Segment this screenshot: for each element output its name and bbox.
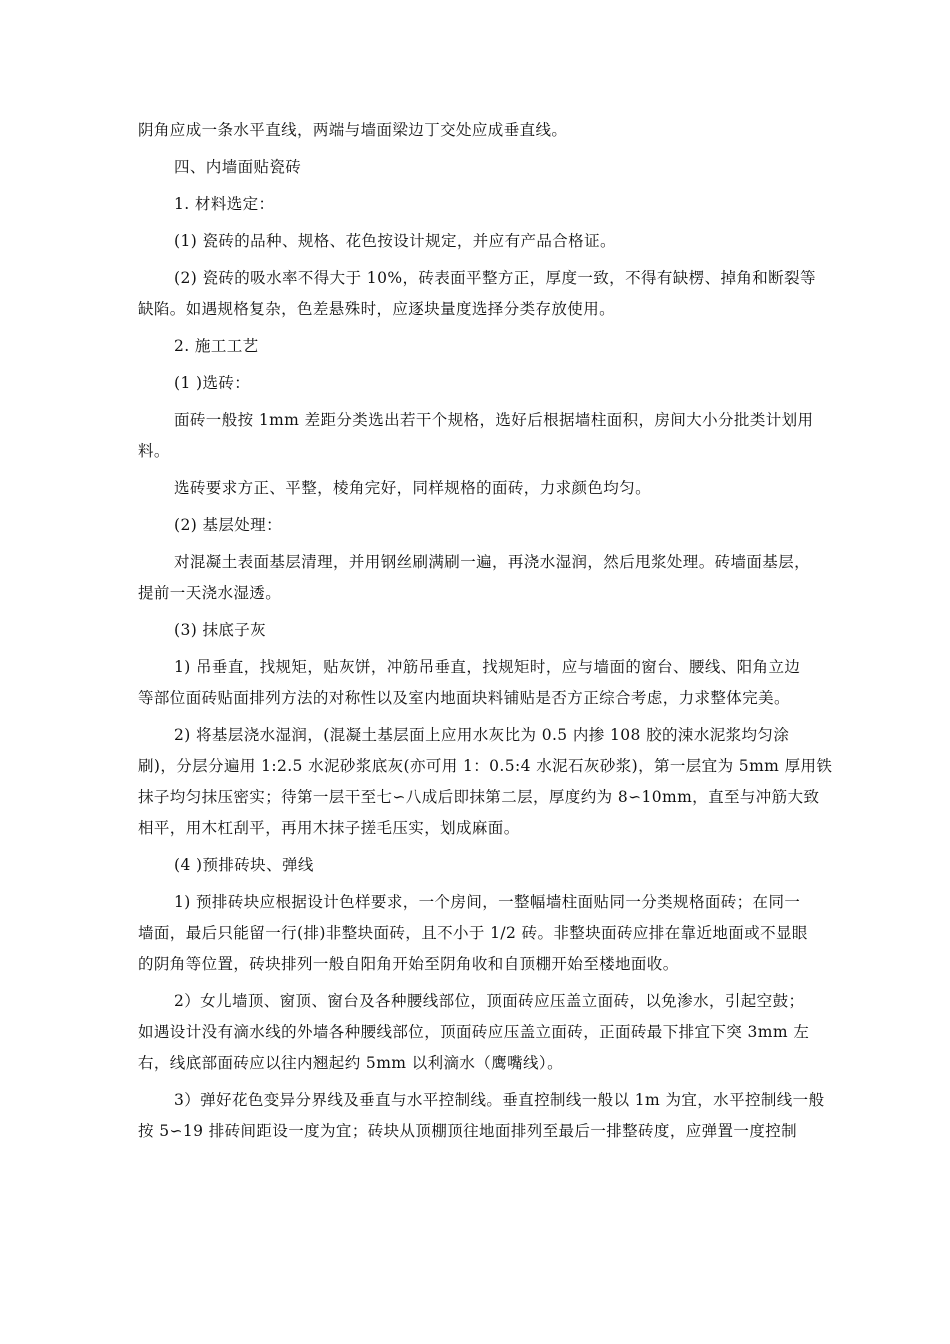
list-item: 3）弹好花色变异分界线及垂直与水平控制线。垂直控制线一般以 1m 为宜，水平控制线一般 bbox=[174, 1091, 825, 1109]
step-heading: (1 )选砖： bbox=[174, 374, 251, 392]
text-line: 右，线底部面砖应以往内翘起约 5mm 以利滴水（鹰嘴线）。 bbox=[138, 1054, 563, 1072]
text-line: 刷)，分层分遍用 1:2.5 水泥砂浆底灰(亦可用 1：0.5:4 水泥石灰砂浆)，第一层宜为 5mm 厚用铁 bbox=[138, 757, 833, 775]
list-item: (2) 瓷砖的吸水率不得大于 10%，砖表面平整方正，厚度一致，不得有缺楞、掉角和断裂等 bbox=[174, 269, 816, 287]
paragraph-line: 面砖一般按 1mm 差距分类选出若干个规格，选好后根据墙柱面积，房间大小分批类计划用 bbox=[174, 411, 814, 429]
text-line: 阴角应成一条水平直线，两端与墙面梁边丁交处应成垂直线。 bbox=[138, 121, 568, 139]
list-item: 2) 将基层浇水湿润，(混凝土基层面上应用水灰比为 0.5 内掺 108 胶的涑水泥浆均匀涂 bbox=[174, 726, 790, 744]
text-line: 按 5∽19 排砖间距设一度为宜；砖块从顶棚顶往地面排列至最后一排整砖度，应弹置一度控制 bbox=[138, 1122, 798, 1140]
paragraph-line: 对混凝土表面基层清理，并用钢丝刷满刷一遍，再浇水湿润，然后甩浆处理。砖墙面基层， bbox=[174, 553, 811, 571]
step-heading: (2) 基层处理： bbox=[174, 516, 282, 534]
subsection-heading: 1. 材料选定： bbox=[174, 195, 275, 213]
step-heading: (4 )预排砖块、弹线 bbox=[174, 856, 314, 874]
text-line: 料。 bbox=[138, 442, 170, 460]
text-line: 提前一天浇水湿透。 bbox=[138, 584, 282, 602]
section-heading: 四、内墙面贴瓷砖 bbox=[174, 158, 302, 176]
paragraph-line: 选砖要求方正、平整，棱角完好，同样规格的面砖，力求颜色均匀。 bbox=[174, 479, 652, 497]
text-line: 相平，用木杠刮平，再用木抹子搓毛压实，划成麻面。 bbox=[138, 819, 520, 837]
text-line: 等部位面砖贴面排列方法的对称性以及室内地面块料铺贴是否方正综合考虑，力求整体完美。 bbox=[138, 689, 790, 707]
list-item: 1) 预排砖块应根据设计色样要求，一个房间，一整幅墙柱面贴同一分类规格面砖；在同一 bbox=[174, 893, 801, 911]
list-item: 1) 吊垂直，找规矩，贴灰饼，冲筋吊垂直，找规矩时，应与墙面的窗台、腰线、阳角立边 bbox=[174, 658, 801, 676]
list-item: (1) 瓷砖的品种、规格、花色按设计规定，并应有产品合格证。 bbox=[174, 232, 616, 250]
text-line: 如遇设计没有滴水线的外墙各种腰线部位，顶面砖应压盖立面砖，正面砖最下排宜下突 3mm 左 bbox=[138, 1023, 810, 1041]
text-line: 抹子均匀抹压密实；待第一层干至七∽八成后即抹第二层，厚度约为 8∽10mm，直至与冲筋大致 bbox=[138, 788, 820, 806]
text-line: 缺陷。如遇规格复杂，色差悬殊时，应逐块量度选择分类存放使用。 bbox=[138, 300, 616, 318]
list-item: 2）女儿墙顶、窗顶、窗台及各种腰线部位，顶面砖应压盖立面砖，以免渗水，引起空鼓； bbox=[174, 992, 805, 1010]
document-body bbox=[138, 115, 833, 1147]
step-heading: (3) 抹底子灰 bbox=[174, 621, 267, 639]
text-line: 墙面，最后只能留一行(排)非整块面砖，且不小于 1/2 砖。非整块面砖应排在靠近地面或不显眼 bbox=[138, 924, 808, 942]
subsection-heading: 2. 施工工艺 bbox=[174, 337, 259, 355]
text-line: 的阴角等位置，砖块排列一般自阳角开始至阴角收和自顶棚开始至楼地面收。 bbox=[138, 955, 679, 973]
